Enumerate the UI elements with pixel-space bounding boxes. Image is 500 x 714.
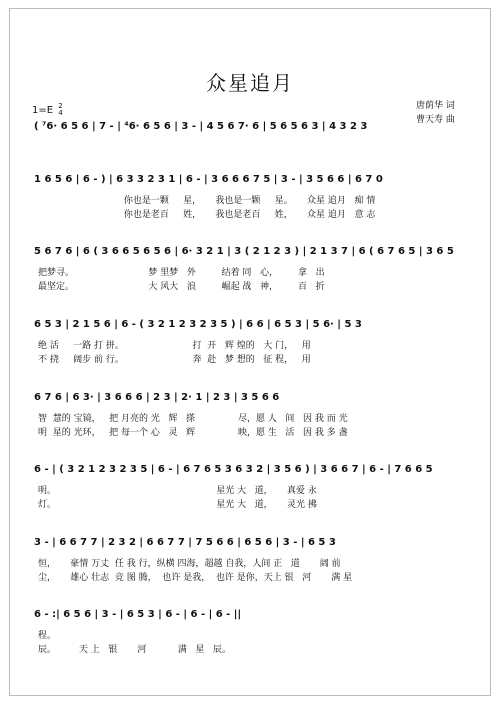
- lyric-line-1: 智 慧的 宝镜， 把 月亮的 光 辉 搽 尽，愿 人 间 因 我 而 光: [38, 414, 348, 424]
- time-bottom: 4: [58, 109, 63, 117]
- lyricist-credit: 唐荫华 词: [416, 101, 455, 111]
- notation-line: ( ⁷6· 6 5 6 | 7 - | ⁴6· 6 5 6 | 3 - | 4 5 6 7· 6 | 5 6 5 6 3 | 4 3 2 3: [34, 121, 368, 132]
- score-row-2: [34, 174, 474, 222]
- key-signature: [32, 103, 63, 117]
- score-row-4: [34, 319, 474, 367]
- score-row-5: [34, 392, 474, 440]
- lyric-line-2: 不 挠 阔步 前 行。 奔 赴 梦 想的 征 程， 用: [38, 355, 311, 365]
- lyric-line-2: 你也是老百 姓， 我也是老百 姓， 众星 追月 意 志: [38, 210, 376, 220]
- score-row-1: [34, 121, 474, 141]
- notation-line: 6 5 3 | 2 1 5 6 | 6 - ( 3 2 1 2 3 2 3 5 ) | 6 6 | 6 5 3 | 5 6· | 5 3: [34, 319, 362, 330]
- key-label: 1=E: [32, 105, 54, 116]
- lyric-line-2: 尘， 雄心 壮志 竞 图 腾， 也许 是我， 也许 是你，天上 银 河 满 星: [38, 573, 353, 583]
- notation-line: 6 - :| 6 5 6 | 3 - | 6 5 3 | 6 - | 6 - | 6 - ||: [34, 609, 242, 620]
- lyric-line-2: 辰。 天 上 银 河 满 星 辰。: [38, 645, 231, 655]
- score-row-3: [34, 246, 474, 294]
- lyric-line-1: 明。 星光 大 道， 真爱 永: [38, 486, 317, 496]
- composer-credit: 曹天寿 曲: [416, 115, 455, 125]
- notation-line: 3 - | 6 6 7 7 | 2 3 2 | 6 6 7 7 | 7 5 6 6 | 6 5 6 | 3 - | 6 5 3: [34, 537, 336, 548]
- score-row-6: [34, 464, 474, 512]
- lyric-line-2: 灯。 星光 大 道， 灵光 拂: [38, 500, 317, 510]
- lyric-line-1: 绝 活 一路 打 拼。 打 开 辉 煌的 大 门， 用: [38, 341, 311, 351]
- score-row-7: [34, 537, 474, 585]
- lyric-line-2: 最坚定。 大 风大 浪 崛起 战 神， 百 折: [38, 282, 325, 292]
- score-row-8: [34, 609, 474, 657]
- lyric-line-2: 明 星的 光环， 把 每一个 心 灵 辉 映，愿 生 活 因 我 多 盏: [38, 428, 348, 438]
- lyric-line-1: 你也是一颗 星， 我也是一颗 星。 众星 追月 痴 情: [38, 196, 376, 206]
- lyric-line-1: 把梦寻。 梦 里梦 外 结着 同 心， 拿 出: [38, 268, 325, 278]
- lyric-line-1: 程。: [38, 631, 57, 641]
- time-top: 2: [58, 102, 63, 110]
- lyric-line-1: 恒， 豪情 万丈 任 我 行，纵横 四海，超越 自我，人间 正 道 阔 前: [38, 559, 341, 569]
- time-signature: [58, 103, 62, 117]
- notation-line: 6 - | ( 3 2 1 2 3 2 3 5 | 6 - | 6 7 6 5 3 6 3 2 | 3 5 6 ) | 3 6 6 7 | 6 - | 7 6 6 5: [34, 464, 433, 475]
- notation-line: 6 7 6 | 6 3· | 3 6 6 6 | 2 3 | 2· 1 | 2 3 | 3 5 6 6: [34, 392, 280, 403]
- notation-line: 5 6 7 6 | 6 ( 3 6 6 5 6 5 6 | 6· 3 2 1 | 3 ( 2 1 2 3 ) | 2 1 3 7 | 6 ( 6 7 6 5 | 3 6 5: [34, 246, 454, 257]
- page-title: 众星追月: [206, 71, 294, 95]
- notation-line: 1 6 5 6 | 6 - ) | 6 3 3 2 3 1 | 6 - | 3 6 6 6 7 5 | 3 - | 3 5 6 6 | 6 7 0: [34, 174, 383, 185]
- score-page: [9, 8, 491, 696]
